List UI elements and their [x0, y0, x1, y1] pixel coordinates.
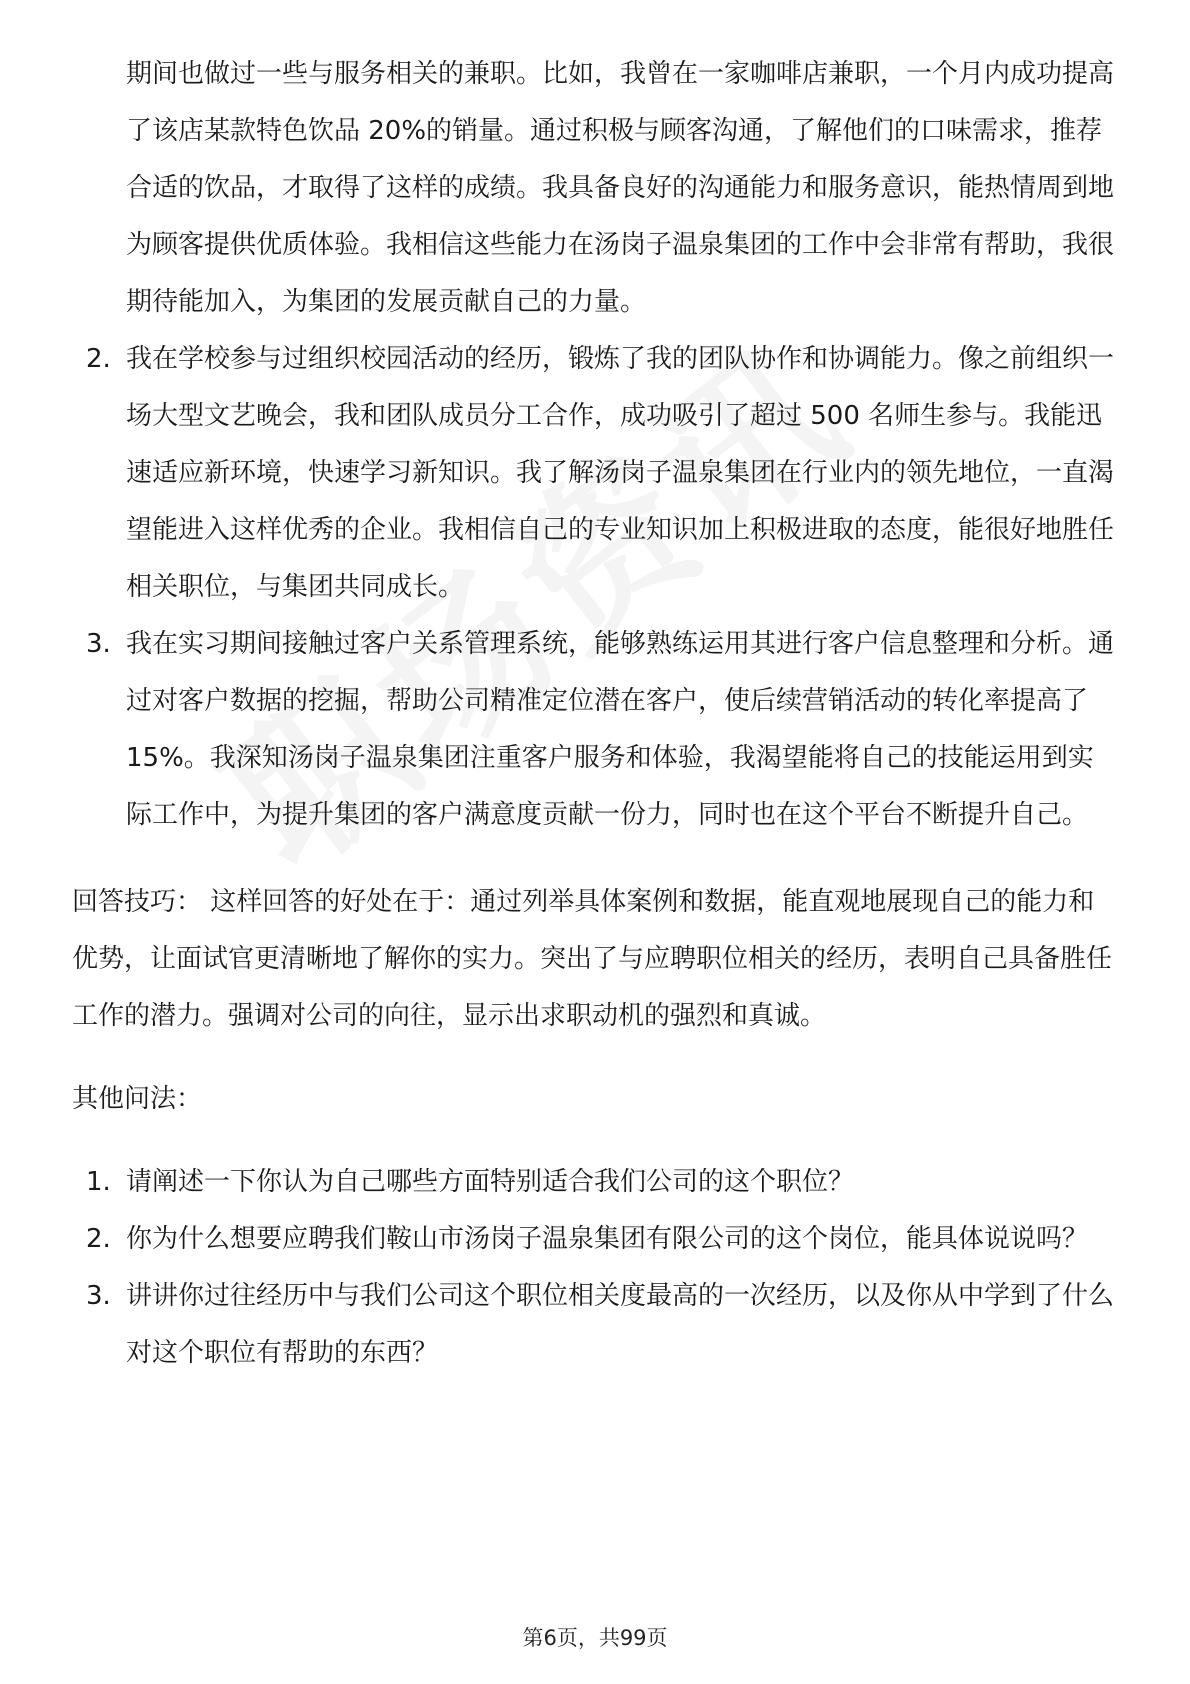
- list-item-text: 你为什么想要应聘我们鞍山市汤岗子温泉集团有限公司的这个岗位，能具体说说吗？: [126, 1224, 1089, 1254]
- list-item: [72, 1154, 1118, 1211]
- list-item-number: 2.: [86, 1224, 111, 1254]
- list-item-number: 3.: [86, 629, 111, 659]
- other-questions-list: [72, 1154, 1118, 1382]
- list-item-number: 1.: [86, 1167, 111, 1197]
- list-item-text: 我在实习期间接触过客户关系管理系统，能够熟练运用其进行客户信息整理和分析。通过对客户数据的挖掘，帮助公司精准定位潜在客户，使后续营销活动的转化率提高了 15%。我深知汤岗子温泉集团注重客户服务和体验，我渴望能将自己的技能运用到实际工作中，为提升集团的客户满意度贡献一份力，同时也在这个平台不断提升自己。: [126, 629, 1115, 830]
- list-item: [72, 616, 1118, 844]
- answer-tips: 回答技巧： 这样回答的好处在于：通过列举具体案例和数据，能直观地展现自己的能力和优势，让面试官更清晰地了解你的实力。突出了与应聘职位相关的经历，表明自己具备胜任工作的潜力。强调对公司的向往，显示出求职动机的强烈和真诚。: [72, 887, 1113, 1031]
- list-item-text: 请阐述一下你认为自己哪些方面特别适合我们公司的这个职位？: [126, 1167, 855, 1197]
- list-item-text: 讲讲你过往经历中与我们公司这个职位相关度最高的一次经历，以及你从中学到了什么对这个职位有帮助的东西？: [126, 1281, 1115, 1368]
- list-item-number: 3.: [86, 1281, 111, 1311]
- other-questions-heading: 其他问法：: [72, 1084, 203, 1114]
- list-item: [72, 331, 1118, 616]
- answer-list: [72, 331, 1118, 844]
- list-item: [72, 1211, 1118, 1268]
- answer-1-continuation: 期间也做过一些与服务相关的兼职。比如，我曾在一家咖啡店兼职，一个月内成功提高了该店某款特色饮品 20%的销量。通过积极与顾客沟通，了解他们的口味需求，推荐合适的饮品，才取得了这样的成绩。我具备良好的沟通能力和服务意识，能热情周到地为顾客提供优质体验。我相信这些能力在汤岗子温泉集团的工作中会非常有帮助，我很期待能加入，为集团的发展贡献自己的力量。: [126, 59, 1115, 317]
- list-item: [72, 1268, 1118, 1382]
- page-number: 第6页，共99页: [522, 1626, 668, 1650]
- document-body: [72, 46, 1118, 1382]
- list-item-number: 2.: [86, 344, 111, 374]
- list-item-text: 我在学校参与过组织校园活动的经历，锻炼了我的团队协作和协调能力。像之前组织一场大型文艺晚会，我和团队成员分工合作，成功吸引了超过 500 名师生参与。我能迅速适应新环境，快速学习新知识。我了解汤岗子温泉集团在行业内的领先地位，一直渴望能进入这样优秀的企业。我相信自己的专业知识加上积极进取的态度，能很好地胜任相关职位，与集团共同成长。: [126, 344, 1115, 602]
